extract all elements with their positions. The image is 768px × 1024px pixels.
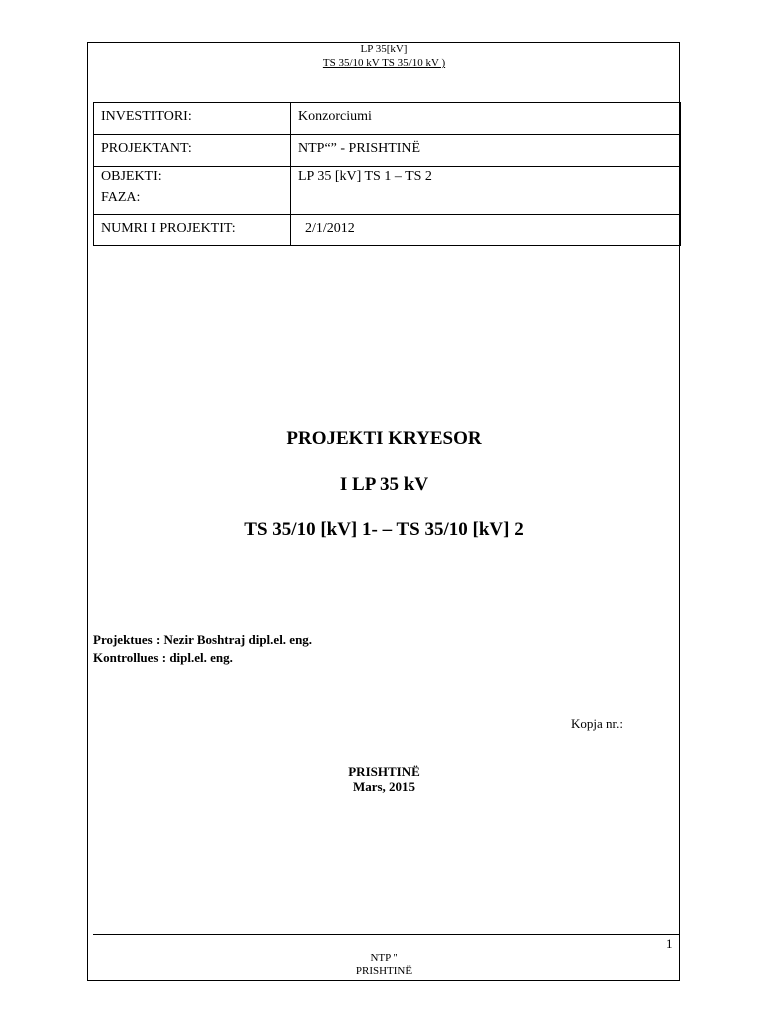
table-row [94, 167, 681, 215]
table-row [94, 135, 681, 167]
footer-line-1: NTP '' [370, 952, 398, 964]
numri-label: NUMRI I PROJEKTIT: [94, 215, 291, 246]
page-number: 1 [666, 936, 673, 951]
header-line-1: LP 35[kV] [360, 43, 408, 55]
footer-line-2: PRISHTINË [355, 965, 413, 977]
projektant-value: NTP“” - PRISHTINË [291, 135, 681, 167]
title-line-3: TS 35/10 [kV] 1- – TS 35/10 [kV] 2 [244, 519, 524, 540]
objekti-label: OBJEKTI: [101, 169, 162, 184]
table-row [94, 215, 681, 246]
footer-divider [93, 934, 680, 935]
copy-number: Kopja nr.: [571, 716, 623, 731]
kontrollues-line: Kontrollues : dipl.el. eng. [93, 650, 233, 665]
investitori-value: Konzorciumi [291, 103, 681, 135]
projektant-label: PROJEKTANT: [94, 135, 291, 167]
projektues-line: Projektues : Nezir Boshtraj dipl.el. eng. [93, 632, 313, 647]
faza-label: FAZA: [101, 190, 141, 205]
table-row [94, 103, 681, 135]
investitori-label: INVESTITORI: [94, 103, 291, 135]
header-line-2-text: TS 35/10 kV TS 35/10 kV ) [322, 57, 446, 69]
objekti-value: LP 35 [kV] TS 1 – TS 2 [291, 167, 681, 215]
place-city: PRISHTINË [348, 764, 420, 779]
title-line-2: I LP 35 kV [339, 474, 429, 495]
place-date: Mars, 2015 [352, 779, 416, 794]
project-info-table [93, 102, 681, 246]
numri-value: 2/1/2012 [291, 215, 681, 246]
objekti-faza-cell [94, 167, 291, 215]
title-line-1: PROJEKTI KRYESOR [286, 428, 482, 449]
header-line-2 [0, 57, 768, 70]
